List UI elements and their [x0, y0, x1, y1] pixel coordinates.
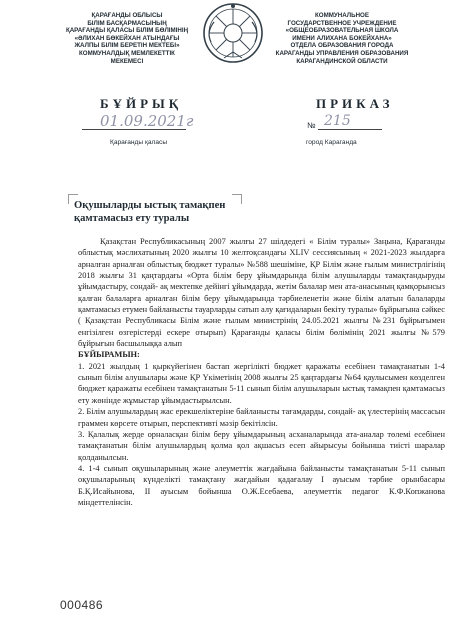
document-number: 000486 — [60, 598, 104, 612]
org-line: «ОБЩЕОБРАЗОВАТЕЛЬНАЯ ШКОЛА — [285, 27, 399, 35]
org-line: ЖАЛПЫ БІЛІМ БЕРЕТІН МЕКТЕБІ» — [74, 42, 180, 50]
order-date: 01.09.2021г — [100, 112, 194, 130]
order-item: 4. 1-4 сынып оқушыларының және әлеуметтік жағдайына байланысты тамақтанатын 5-11 сынып оқушыларының күнделікті тамақтану жағдайын қадағалау I ауысым тәрбие орынбасары Б.Қ.Исайынова, II ауысым бойынша О.Ж.Есебаева, әлеуметтік педагог К.Ф.Копжанова міндеттелінсін. — [78, 463, 445, 507]
subject-line: қамтамасыз ету туралы — [74, 213, 190, 224]
org-line: ОТДЕЛА ОБРАЗОВАНИЯ ГОРОДА — [290, 42, 394, 50]
org-line: КАРАГАНДИНСКОЙ ОБЛАСТИ — [296, 57, 388, 65]
order-item: 3. Қалалық жерде орналасқан білім беру ұйымдарының асханаларында ата-аналар төлемі есебінен тамақтанатын білім алушылардың қолма қол ақшасыз есеп айырысуы бойынша тиісті шаралар қолданылсын. — [78, 429, 445, 462]
order-title-russian: ПРИКАЗ — [316, 96, 394, 111]
state-emblem-icon — [202, 2, 264, 64]
org-line: КАРАГАНДЫ УПРАВЛЕНИЯ ОБРАЗОВАНИЯ — [275, 49, 409, 57]
org-line: КОММУНАЛЬНОЕ — [315, 12, 369, 19]
order-number-prefix: № — [307, 121, 316, 130]
org-line: ГОСУДАРСТВЕННОЕ УЧРЕЖДЕНИЕ — [287, 19, 397, 27]
org-line: ҚАРАҒАНДЫ ОБЛЫСЫ — [91, 12, 163, 19]
subject-line: Оқушыларды ыстық тамақпен — [74, 200, 226, 211]
org-line: ИМЕНИ АЛИХАНА БОКЕЙХАНА» — [292, 34, 392, 42]
org-line: КОММУНАЛДЫҚ МЕМЛЕКЕТТІК — [79, 49, 175, 57]
order-body — [78, 236, 445, 508]
org-line: «ӘЛИХАН БӨКЕЙХАН АТЫНДАҒЫ — [74, 34, 180, 42]
date-underline — [82, 129, 186, 130]
org-line: ҚАРАҒАНДЫ ҚАЛАСЫ БІЛІМ БӨЛІМІНІҢ — [65, 27, 189, 35]
order-item: 2. Білім алушылардың жас ерекшеліктеріне байланысты тағамдарды, сондай- ақ үлестерінің массасын граммен көрсете отырып, перспективті мәзір бекітілсін. — [78, 407, 445, 428]
order-preamble: Қазақстан Республикасының 2007 жылғы 27 шілдедегі « Білім туралы» Заңына, Қарағанды облыстық мәслихатының 2020 жылғы 10 желтоқсандағы XLIV сессиясының « 2021-2023 жылдарға арналған арналған облыстық бюджет туралы» №588 шешіміне, ҚР Білім және ғылым министрлігінің 2018 жылғы 31 қаңтардағы «Орта білім беру ұйымдарында білім алушыларды тамақтандыруды ұйымдастыру, сондай- ақ мектепке дейінгі ұйымдарда, жетім балалар мен ата-анасының қамқорынсыз қалған балаларға арналған білім беру ұйымдарында тәрбиеленетін және білім алатын балаларды қамтамасыз етумен байланысты тауарларды сатып алу қағидаларын бекіту туралы» бұйрығына сәйкес ( Қазақстан Республикасы Білім және ғылым министрінің 24.05.2021 жылғы №231 бұйрығымен енгізілген өзгерістерді ескере отырып) Қарағанды қаласы білім бөлімінің 2021 жылғы №579 бұйрығын басшылыққа алып — [78, 237, 445, 349]
order-item: 1. 2021 жылдың 1 қыркүйегінен бастап жергілікті бюджет қаражаты есебінен тамақтанатын 1-4 сынып білім алушылары және ҚР Үкіметінің 2008 жылғы 25 қаңтардағы №64 қаулысымен көзделген бюджет қаражаты есебінен тамақтанатын 5-11 сынып білім алушыларын ыстық тамақпен қамтамасыз ету жөнінде жұмыстар ұйымдастырылсын. — [78, 361, 445, 405]
city-kazakh: Қарағанды қаласы — [110, 139, 168, 146]
number-underline — [318, 129, 382, 130]
city-russian: город Караганда — [306, 139, 357, 146]
order-number: 215 — [324, 113, 351, 129]
org-name-kazakh — [52, 12, 202, 65]
org-line: МЕКЕМЕСІ — [110, 57, 144, 65]
order-subject — [74, 199, 274, 225]
order-title-kazakh: БҰЙРЫҚ — [100, 96, 183, 111]
org-line: БІЛІМ БАСҚАРМАСЫНЫҢ — [87, 19, 167, 27]
command-heading: БҰЙЫРАМЫН: — [78, 350, 140, 360]
org-name-russian — [262, 12, 422, 65]
